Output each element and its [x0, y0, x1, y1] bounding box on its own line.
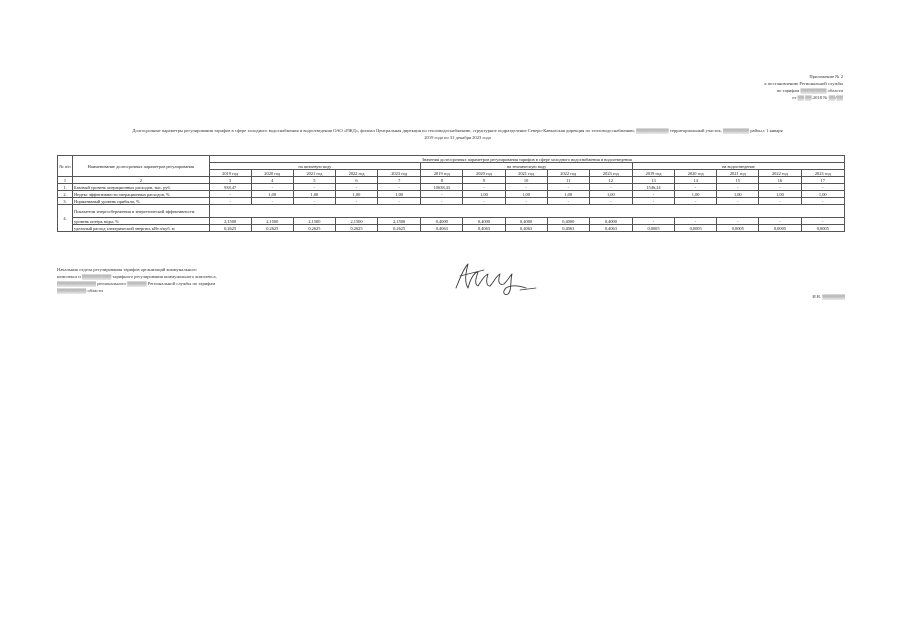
row-number: 2.	[58, 191, 73, 198]
table-row	[58, 225, 845, 232]
title-line: 2019 года по 31 декабря 2023 года	[424, 134, 491, 140]
signatory-line: Начальник отдела регулирования тарифов организаций коммунального	[57, 267, 197, 272]
signatory-line: ▒▒▒▒▒▒▒▒▒ области	[57, 288, 103, 293]
table-cell: 0,0005	[717, 225, 759, 232]
table-cell: -	[463, 184, 505, 191]
table-cell: -	[547, 184, 589, 191]
table-cell: 1,00	[759, 191, 801, 198]
row-name: Базовый уровень операционных расходов, тыс. руб.	[73, 184, 209, 191]
table-cell: -	[251, 198, 293, 205]
group-header: Значения долгосрочных параметров регулирования тарифов в сфере холодного водоснабжения и водоотведения	[209, 156, 844, 163]
subgroup-wastewater: на водоотведение	[632, 163, 844, 170]
table-cell: 2,1500	[209, 218, 251, 225]
table-cell: -	[251, 184, 293, 191]
table-cell: 0,2625	[378, 225, 421, 232]
numbering-row	[58, 177, 845, 184]
table-cell: 2,1500	[378, 218, 421, 225]
table-row	[58, 198, 845, 205]
table-row	[58, 191, 845, 198]
column-number: 7	[378, 177, 421, 184]
table-cell: -	[675, 198, 717, 205]
table-cell: -	[759, 198, 801, 205]
table-cell: 0,2625	[209, 225, 251, 232]
table-cell: 10638,43	[421, 184, 463, 191]
approval-line: по тарифам ▒▒▒▒▒▒▒▒ области	[776, 88, 843, 93]
column-number: 13	[632, 177, 674, 184]
subgroup-drinking-water: на питьевую воду	[209, 163, 421, 170]
column-number: 6	[335, 177, 377, 184]
column-number: 2	[73, 177, 209, 184]
parameters-table	[57, 155, 845, 232]
table-cell: 1,00	[293, 191, 335, 198]
approval-line: Приложение № 2	[809, 74, 843, 79]
table-cell: 0,4000	[463, 218, 505, 225]
year-header: 2020 год	[463, 170, 505, 177]
table-cell: -	[209, 191, 251, 198]
table-cell: 1,00	[463, 191, 505, 198]
year-header: 2023 год	[378, 170, 421, 177]
year-header: 2020 год	[251, 170, 293, 177]
table-cell: 0,0005	[759, 225, 801, 232]
column-number: 15	[717, 177, 759, 184]
row-number: 4.	[58, 205, 73, 232]
signatory-name: И.В. ▒▒▒▒▒▒▒	[812, 294, 845, 299]
signatory-line: ▒▒▒▒▒▒▒▒▒▒▒▒ регионального ▒▒▒▒▒▒ Региональной службы по тарифам	[57, 281, 216, 286]
row-name: Показатели энергосбережения и энергетической эффективности:	[73, 205, 209, 218]
approval-line: от ▒▒.▒▒.2018 № ▒▒/▒▒	[792, 95, 843, 100]
column-header-no: № п/п	[58, 156, 73, 177]
column-number: 11	[547, 177, 589, 184]
table-cell: -	[759, 184, 801, 191]
year-header: 2023 год	[589, 170, 632, 177]
table-cell: 0,2625	[335, 225, 377, 232]
table-cell: -	[675, 184, 717, 191]
table-cell: 0,4063	[463, 225, 505, 232]
year-header: 2022 год	[547, 170, 589, 177]
table-cell: 0,4063	[547, 225, 589, 232]
table-cell: -	[335, 198, 377, 205]
year-header: 2022 год	[335, 170, 377, 177]
column-number: 5	[293, 177, 335, 184]
column-number: 8	[421, 177, 463, 184]
table-cell: -	[801, 184, 845, 191]
year-header: 2020 год	[675, 170, 717, 177]
year-header: 2019 год	[632, 170, 674, 177]
year-header: 2022 год	[759, 170, 801, 177]
table-cell: 0,4000	[589, 218, 632, 225]
table-cell: 0,4000	[505, 218, 547, 225]
row-name: удельный расход электрической энергии, кВт.ч/куб. м	[73, 225, 209, 232]
table-cell: 1,00	[251, 191, 293, 198]
table-cell: -	[632, 218, 674, 225]
column-number: 17	[801, 177, 845, 184]
year-header: 2021 год	[505, 170, 547, 177]
table-cell: 0,0005	[675, 225, 717, 232]
table-cell: 0,4000	[421, 218, 463, 225]
table-cell: -	[209, 198, 251, 205]
table-cell: -	[335, 184, 377, 191]
table-cell: -	[505, 184, 547, 191]
table-cell	[209, 205, 844, 218]
table-cell: -	[589, 198, 632, 205]
table-cell: -	[293, 184, 335, 191]
table-cell: 0,2625	[251, 225, 293, 232]
column-number: 14	[675, 177, 717, 184]
table-cell: -	[759, 218, 801, 225]
table-cell: 1,00	[801, 191, 845, 198]
row-name: уровень потерь воды, %	[73, 218, 209, 225]
table-cell: 938,47	[209, 184, 251, 191]
table-cell: 1546,24	[632, 184, 674, 191]
table-cell: -	[547, 198, 589, 205]
table-cell: 0,0005	[801, 225, 845, 232]
table-cell: 0,4063	[505, 225, 547, 232]
table-cell: 1,00	[675, 191, 717, 198]
row-name: Индекс эффективности операционных расходов, %	[73, 191, 209, 198]
table-cell: 1,00	[589, 191, 632, 198]
column-number: 4	[251, 177, 293, 184]
column-number: 1	[58, 177, 73, 184]
table-cell: 1,00	[547, 191, 589, 198]
column-number: 10	[505, 177, 547, 184]
year-header: 2021 год	[293, 170, 335, 177]
table-cell: 0,4063	[589, 225, 632, 232]
year-header: 2021 год	[717, 170, 759, 177]
table-cell: -	[632, 198, 674, 205]
table-cell: 0,4000	[547, 218, 589, 225]
column-number: 9	[463, 177, 505, 184]
table-cell: -	[421, 191, 463, 198]
signatory-line: комплекса и ▒▒▒▒▒▒▒▒▒ тарифного регулирования коммунального комплекса,	[57, 274, 217, 279]
row-name: Нормативный уровень прибыли, %	[73, 198, 209, 205]
table-cell: 1,00	[335, 191, 377, 198]
table-cell: 1,00	[378, 191, 421, 198]
year-header: 2019 год	[421, 170, 463, 177]
approval-stamp	[764, 73, 843, 101]
table-cell: 0,0005	[632, 225, 674, 232]
year-header: 2019 год	[209, 170, 251, 177]
table-cell: -	[378, 184, 421, 191]
column-number: 12	[589, 177, 632, 184]
column-number: 3	[209, 177, 251, 184]
table-cell: 0,4063	[421, 225, 463, 232]
row-number: 1.	[58, 184, 73, 191]
table-cell: -	[378, 198, 421, 205]
year-header: 2023 год	[801, 170, 845, 177]
table-cell: -	[293, 198, 335, 205]
table-cell: -	[675, 218, 717, 225]
table-cell: 0,2625	[293, 225, 335, 232]
approval-line: к постановлению Региональной службы	[764, 81, 843, 86]
signatory-position	[57, 266, 217, 294]
table-cell: -	[717, 198, 759, 205]
subgroup-technical-water: на техническую воду	[421, 163, 633, 170]
document-title	[60, 128, 855, 141]
row-number: 3.	[58, 198, 73, 205]
table-cell: -	[505, 198, 547, 205]
table-cell: 1,00	[717, 191, 759, 198]
table-cell: -	[421, 198, 463, 205]
table-row	[58, 184, 845, 191]
table-cell: -	[632, 191, 674, 198]
column-header-name: Наименование долгосрочных параметров регулирования	[73, 156, 209, 177]
table-cell: 1,00	[505, 191, 547, 198]
column-number: 16	[759, 177, 801, 184]
table-cell: 2,1500	[251, 218, 293, 225]
table-row	[58, 205, 845, 218]
table-cell: -	[463, 198, 505, 205]
table-cell: -	[801, 198, 845, 205]
table-cell: -	[801, 218, 845, 225]
handwritten-signature	[450, 258, 540, 298]
table-cell: -	[589, 184, 632, 191]
table-cell: 2,1500	[293, 218, 335, 225]
table-cell: -	[717, 218, 759, 225]
table-cell: -	[717, 184, 759, 191]
table-row	[58, 218, 845, 225]
table-cell: 2,1500	[335, 218, 377, 225]
title-line: Долгосрочные параметры регулирования тарифов в сфере холодного водоснабжения и водоотведения ОАО «РЖД», филиал Центральная дирекция по тепловодоснабжению, структурное подразделение Северо-Кавказская дирекция по тепловодоснабжению, ▒▒▒▒▒▒▒▒▒▒ территориальный участок, ▒▒▒▒▒▒▒▒ район,с 1 января	[132, 128, 783, 133]
